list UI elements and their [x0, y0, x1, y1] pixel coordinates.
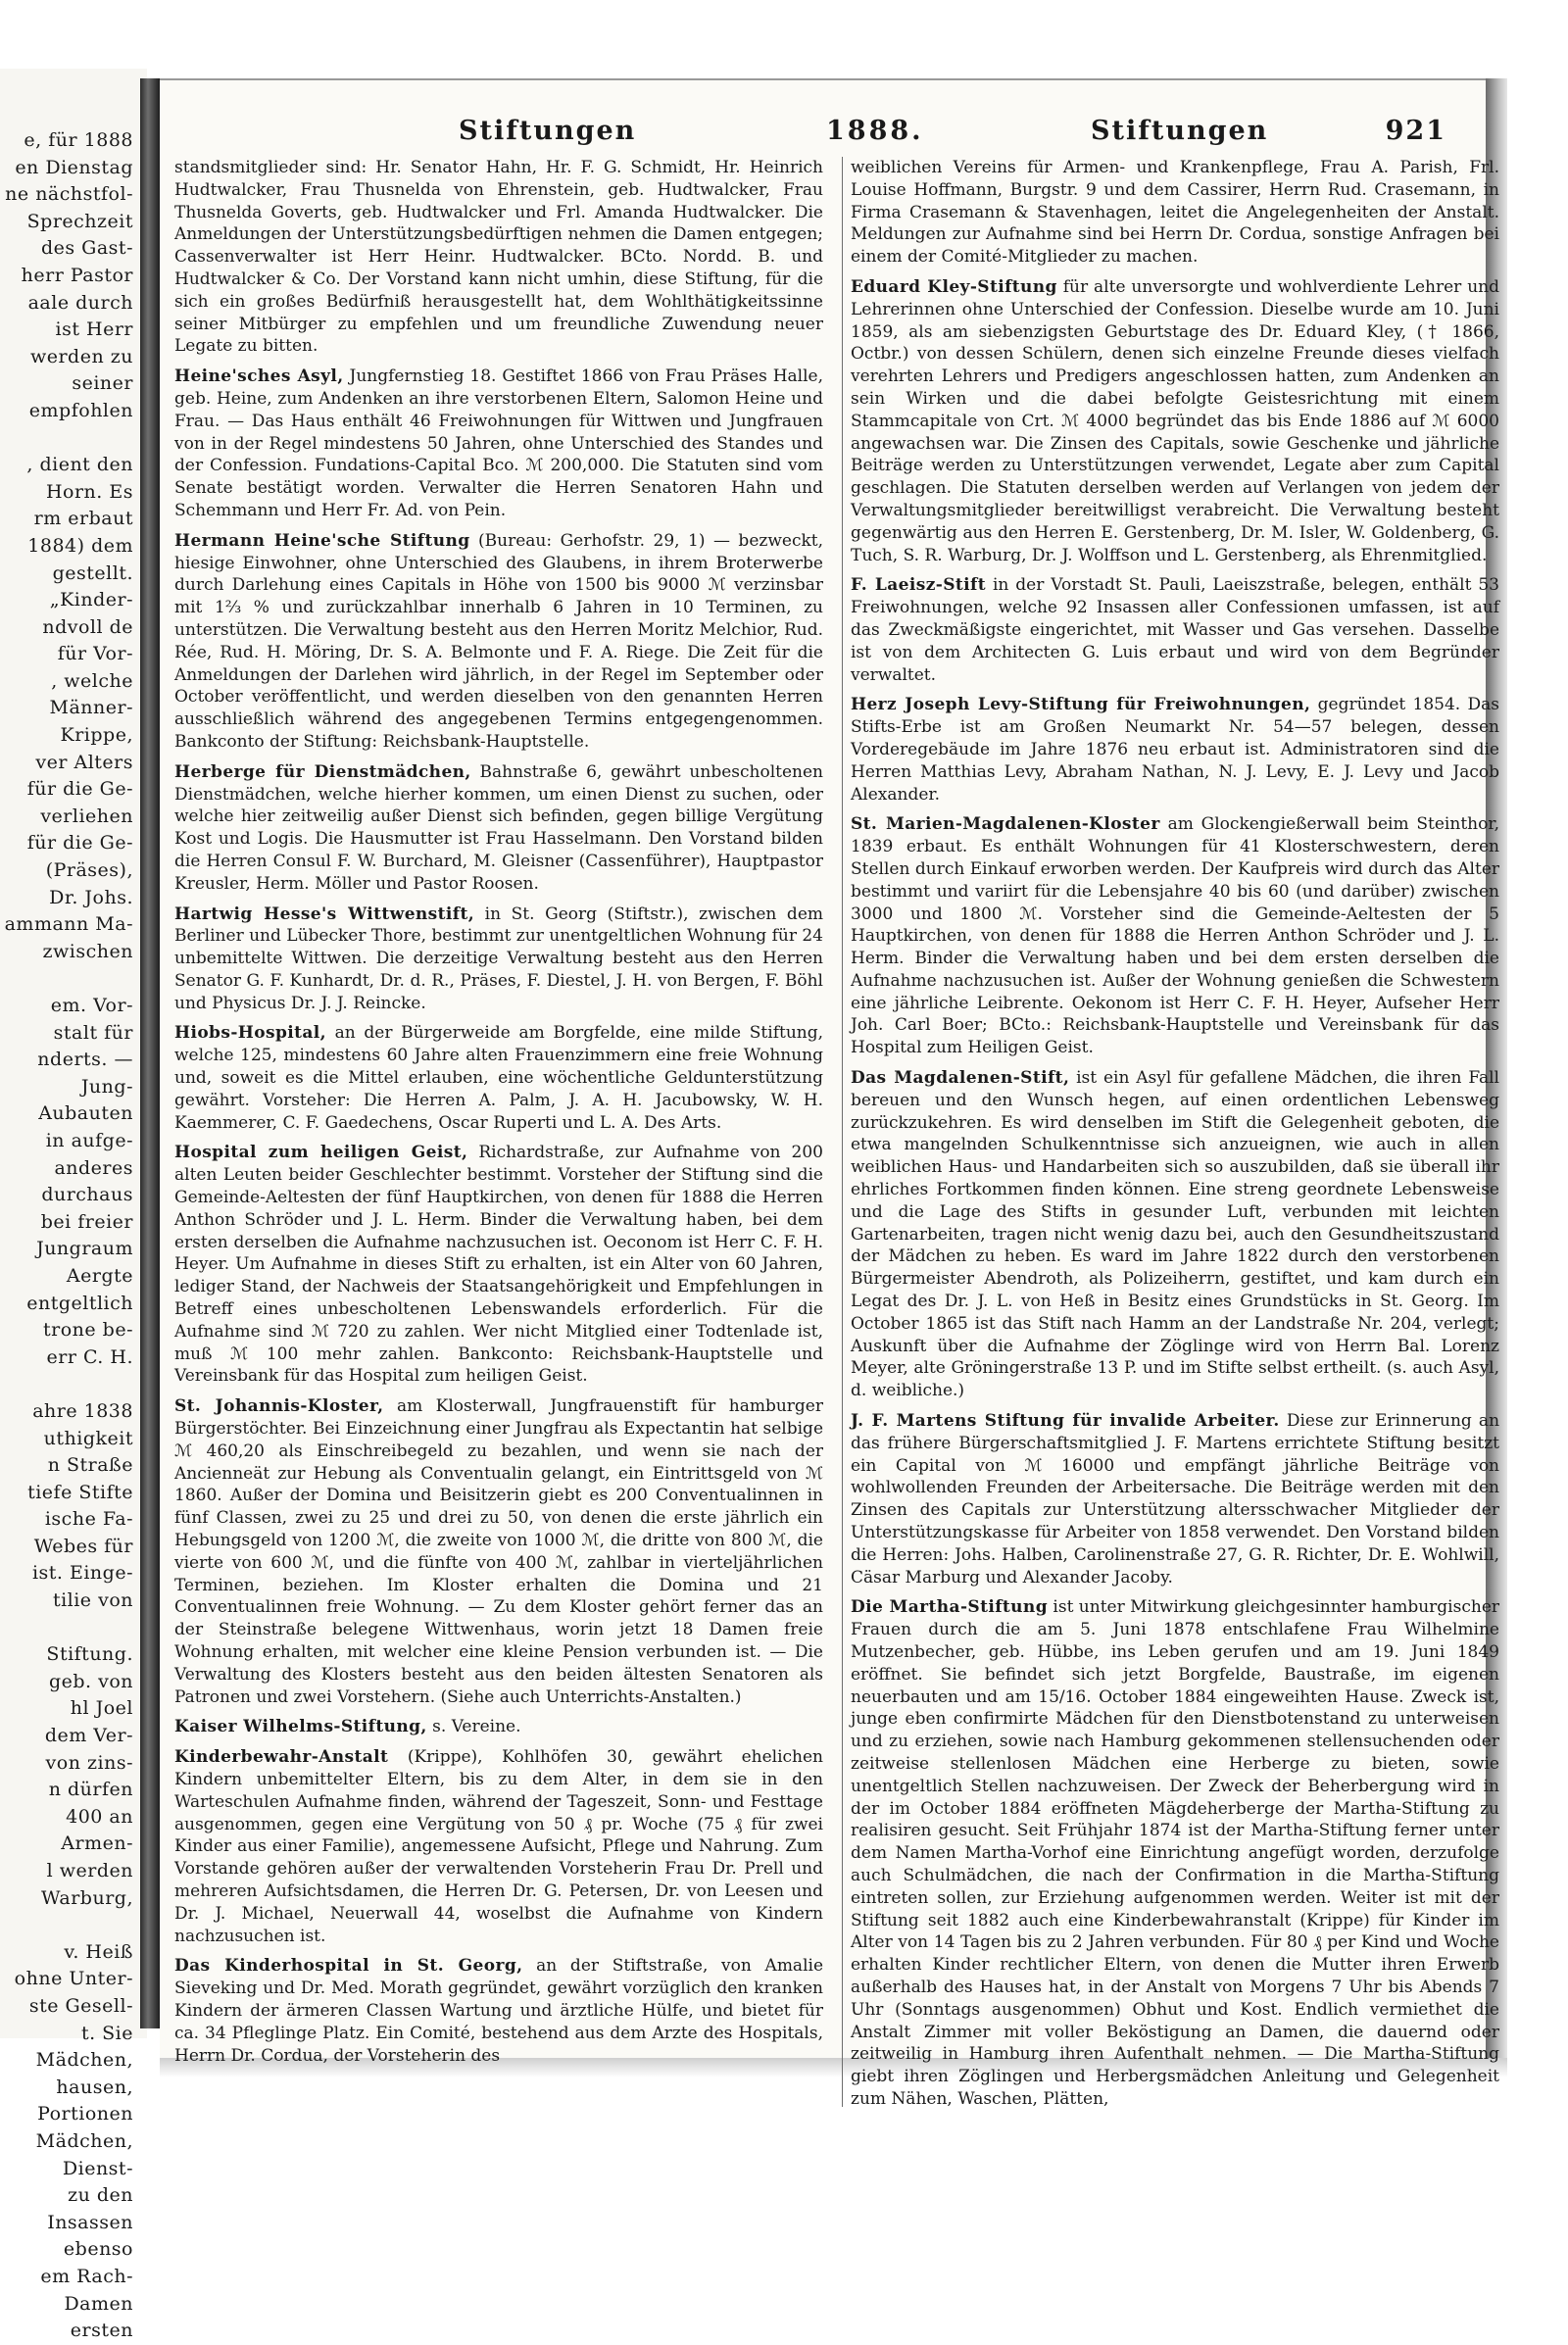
- entry-heading: Die Martha-Stiftung: [851, 1597, 1048, 1618]
- page-number: 921: [1385, 116, 1446, 146]
- fragment-line: tiefe Stifte: [27, 1481, 133, 1503]
- facing-page-fragment: [0, 69, 147, 2342]
- fragment-line: [0, 1912, 137, 1939]
- fragment-line: ist. Einge-: [31, 1562, 133, 1585]
- entry-heading: Hartwig Hesse's Wittwenstift,: [174, 904, 475, 924]
- right-column: [851, 157, 1499, 2119]
- fragment-line: stalt für: [53, 1021, 133, 1044]
- foundation-entry: [174, 904, 823, 1015]
- entry-heading: Kaiser Wilhelms-Stiftung,: [174, 1717, 427, 1737]
- fragment-line: ver Alters: [35, 751, 133, 773]
- entry-text: Diese zur Erinnerung an das frühere Bürgerschaftsmitglied J. F. Martens errichtete Stiftung besitzt ein Capital von ℳ 16000 und empfängt jährliche Beiträge von wohlwollenden Freunden der Arbeitersache. Die Beiträge werden mit den Zinsen des Capitals zur Unterstützung altersschwacher Mitglieder der Unterstützungskasse für Arbeiter von 1858 verwendet. Den Vorstand bilden die Herren: Johs. Halben, Carolinenstraße 27, G. R. Richter, Dr. E. Wohlwill, Cäsar Marburg und Alexander Jacoby.: [851, 1411, 1500, 1588]
- entry-continuation: [174, 157, 823, 358]
- fragment-line: ohne Unter-: [14, 1968, 133, 1990]
- foundation-entry: [174, 1395, 823, 1708]
- fragment-line: Jung-: [80, 1075, 133, 1098]
- foundation-entry: [851, 1410, 1499, 1588]
- fragment-line: bei freier: [40, 1210, 133, 1233]
- running-header: [174, 116, 1468, 151]
- fragment-line: anderes: [54, 1156, 133, 1179]
- entry-heading: Heine'sches Asyl,: [174, 366, 344, 387]
- entry-text: Richardstraße, zur Aufnahme von 200 alten Leuten beider Geschlechter bestimmt. Vorsteher der Stiftung sind die Gemeinde-Aeltesten der fünf Hauptkirchen, von denen für 1888 die Herren Anthon Schröder und J. L. Herm. Binder die Verwaltung haben, bei dem ersten derselben die Aufnahme nachzusuchen ist. Oeconom ist Herr C. F. H. Heyer. Um Aufnahme in dieses Stift zu erhalten, ist ein Alter von 60 Jahren, lediger Stand, der Nachweis der Staatsangehörigkeit und Empfehlungen in Betreff eines unbescholtenen Lebenswandels erforderlich. Für die Aufnahme sind ℳ 720 zu zahlen. Wer nicht Mitglied einer Todtenlade ist, muß ℳ 100 mehr zahlen. Bankconto: Reichsbank-Hauptstelle und Vereinsbank für das Hospital zum heiligen Geist.: [174, 1143, 823, 1387]
- fragment-line: (Präses),: [45, 859, 133, 882]
- entry-text: (Krippe), Kohlhöfen 30, gewährt ehelichen Kindern unbemittelter Eltern, bis zu dem Alter, in dem sie in den Warteschulen Aufnahme finden, während der Tageszeit, Sonn- und Festtage ausgenommen, gegen eine Vergütung von 50 ₰ pr. Woche (75 ₰ für zwei Kinder aus einer Familie), angemessene Aufsicht, Pflege und Nahrung. Zum Vorstande gehören außer der verwaltenden Vorsteherin Frau Dr. Prell und mehreren Aufsichtsdamen, die Herren Dr. G. Petersen, Dr. von Leesen und Dr. J. Michael, Neuerwall 44, woselbst die Aufnahme von Kindern nachzusuchen ist.: [174, 1747, 824, 1946]
- fragment-line: aale durch: [27, 291, 133, 314]
- entry-text: an der Stiftstraße, von Amalie Sieveking und Dr. Med. Morath gegründet, gewährt vorzüglich den kranken Kindern der ärmeren Classen Wartung und ärztliche Hülfe, und bietet für ca. 34 Pfleglinge Platz. Ein Comité, bestehend aus dem Arzte des Hospitals, Herrn Dr. Cordua, der Vorsteherin des: [174, 1956, 824, 2066]
- fragment-line: ahre 1838: [32, 1399, 133, 1422]
- fragment-line: [0, 965, 137, 993]
- column-rule: [842, 157, 843, 2107]
- fragment-line: für die Ge-: [26, 778, 133, 801]
- entry-heading: Kinderbewahr-Anstalt: [174, 1747, 389, 1768]
- fragment-line: empfohlen: [28, 399, 133, 421]
- fragment-line: , dient den: [26, 454, 133, 476]
- fragment-line: ersten: [70, 2320, 133, 2342]
- fragment-line: v. Heiß: [64, 1940, 133, 1963]
- fragment-line: Aergte: [66, 1264, 133, 1287]
- entry-text: standsmitglieder sind: Hr. Senator Hahn, Hr. F. G. Schmidt, Hr. Heinrich Hudtwalcker, Frau Thusnelda von Ehrenstein, geb. Hudtwalcker, Frau Thusnelda Goverts, geb. Hudtwalcker und Frl. Amanda Hudtwalcker. Die Anmeldungen der Unterstützungsbedürftigen nehmen die Damen entgegen; Cassenverwalter ist Herr Heinr. Hudtwalcker. BCto. Nordd. B. und Hudtwalcker & Co. Der Vorstand kann nicht umhin, diese Stiftung, für die sich ein großes Bedürfniß herausgestellt hat, dem Wohlthätigkeitssinne seiner Mitbürger zu empfehlen und um freundliche Zuwendung neuer Legate zu bitten.: [174, 158, 823, 357]
- fragment-line: Jungraum: [36, 1238, 133, 1260]
- fragment-line: in aufge-: [45, 1129, 133, 1151]
- foundation-entry: [174, 1142, 823, 1388]
- entry-heading: J. F. Martens Stiftung für invalide Arbeiter.: [851, 1411, 1280, 1432]
- foundation-entry: [174, 1955, 823, 2067]
- entry-heading: Hospital zum heiligen Geist,: [174, 1143, 468, 1163]
- fragment-line: ebenso: [63, 2238, 133, 2261]
- fragment-line: tilie von: [52, 1589, 133, 1612]
- fragment-line: entgeltlich: [26, 1292, 133, 1314]
- fragment-line: ndvoll de: [42, 615, 133, 638]
- fragment-line: em Rach-: [40, 2265, 133, 2287]
- entry-text: in St. Georg (Stiftstr.), zwischen dem Berliner und Lübecker Thore, bestimmt zur unentgeltlichen Wohnung für 24 unbemittelte Wittwen. Die derzeitige Verwaltung besteht aus den Herren Senator G. F. Kunhardt, Dr. d. R., Präses, F. Diestel, J. H. von Bergen, F. Böhl und Physicus Dr. J. J. Reincke.: [174, 904, 823, 1013]
- fragment-line: rm erbaut: [33, 508, 133, 530]
- fragment-line: verliehen: [40, 805, 133, 827]
- entry-continuation: [851, 157, 1499, 269]
- fragment-line: , welche: [51, 669, 133, 692]
- fragment-line: dem Ver-: [44, 1725, 133, 1747]
- fragment-line: Damen: [64, 2292, 133, 2315]
- foundation-entry: [174, 761, 823, 896]
- foundation-entry: [851, 574, 1499, 686]
- book-gutter: [140, 78, 160, 2028]
- foundation-entry: [174, 1022, 823, 1134]
- fragment-line: uthigkeit: [43, 1427, 133, 1449]
- entry-text: Jungfernstieg 18. Gestiftet 1866 von Frau Präses Halle, geb. Heine, zum Andenken an ihre verstorbenen Eltern, Salomon Heine und Frau. — Das Haus enthält 46 Freiwohnungen für Wittwen und Jungfrauen von in der Regel mindestens 50 Jahren, ohne Unterschied des Standes und der Confession. Fundations-Capital Bco. ℳ 200,000. Die Statuten sind vom Senate bestätigt worden. Verwalter die Herren Senatoren Hahn und Schemmann und Herr Fr. Ad. von Pein.: [174, 366, 824, 520]
- entry-heading: Hermann Heine'sche Stiftung: [174, 530, 470, 551]
- entry-text: an der Bürgerweide am Borgfelde, eine milde Stiftung, welche 125, mindestens 60 Jahre alten Frauenzimmern eine freie Wohnung und, soweit es die Mittel erlauben, eine wöchentliche Geldunterstützung gewährt. Vorsteher: Die Herren A. Palm, J. A. H. Jacubowsky, W. H. Kaemmerer, C. F. Gaedechens, Oscar Ruperti und L. A. Des Arts.: [174, 1023, 823, 1133]
- entry-text: ist unter Mitwirkung gleichgesinnter hamburgischer Frauen durch die am 5. Juni 1878 entschlafene Frau Wilhelmine Mutzenbecher, geb. Hübbe, ins Leben gerufen und am 19. Juni 1849 eröffnet. Sie befindet sich jetzt Borgfelde, Baustraße, im eigenen neuerbauten und am 15/16. October 1884 eingeweihten Hause. Zweck ist, junge eben confirmirte Mädchen für den Dienstbotenstand zu unterweisen und zu erziehen, sowie nach Hamburg gekommenen stellensuchenden oder zeitweise stellenlosen Mädchen eine Herberge zu bieten, sowie unentgeltlich Stellen nachzuweisen. Der Zweck der Beherbergung wird in der im October 1884 eröffneten Mägdeherberge der Martha-Stiftung zu realisiren gesucht. Seit Frühjahr 1874 ist der Martha-Stiftung ferner unter dem Namen Martha-Vorhof eine Einrichtung angefügt worden, derzufolge auch Schulmädchen, die nach der Confirmation in die Martha-Stiftung eintreten sollen, zur Erziehung aufgenommen werden. Weiter ist mit der Stiftung seit 1882 auch eine Kinderbewahranstalt (Krippe) für Kinder im Alter von 14 Tagen bis zu 2 Jahren verbunden. Für 80 ₰ per Kind und Woche erhalten Kinder rechtlicher Eltern, von denen die Mutter ihren Erwerb außerhalb des Hauses hat, in der Anstalt von Morgens 7 Uhr bis Abends 7 Uhr (Sonntags ausgenommen) Obhut und Kost. Endlich vermiethet die Anstalt Zimmer mit voller Beköstigung an Damen, die dauernd oder zeitweilig in Hamburg ihren Aufenthalt nehmen. — Die Martha-Stiftung giebt ihren Zöglingen und Herbergsmädchen Anleitung und Gelegenheit zum Nähen, Waschen, Plätten,: [851, 1597, 1500, 2109]
- fragment-line: ne nächstfol-: [5, 183, 133, 206]
- entry-text: für alte unversorgte und wohlverdiente Lehrer und Lehrerinnen ohne Unterschied der Confession. Dieselbe wurde am 10. Juni 1859, als am siebenzigsten Geburtstage des Dr. Eduard Kley, († 1866, Octbr.) von dessen Schülern, denen sich einzelne Freunde dieses vielfach verehrten Lehrers und Predigers angeschlossen hatten, zum Andenken an sein Wirken und die dabei befolgte Geistesrichtung mit einem Stammcapitale von Crt. ℳ 4000 begründet das bis Ende 1886 auf ℳ 6000 angewachsen war. Die Zinsen des Capitals, sowie Geschenke und jährliche Beiträge werden zu Unterstützungen verwendet, Legate aber zum Capital geschlagen. Die Statuten derselben werden auf Verlangen von jedem der Verwaltungsmitglieder bereitwilligst verabreicht. Die Verwaltung besteht gegenwärtig aus den Herren E. Gerstenberg, Dr. M. Isler, W. Goldenberg, G. Tuch, S. R. Warburg, Dr. J. Wolffson und L. Gerstenberg, als Ehrenmitglied.: [851, 276, 1499, 565]
- fragment-line: Aubauten: [38, 1102, 133, 1125]
- fragment-line: Webes für: [33, 1535, 133, 1557]
- entry-heading: Das Magdalenen-Stift,: [851, 1068, 1070, 1089]
- fragment-line: ammann Ma-: [4, 913, 133, 936]
- fragment-line: geb. von: [48, 1670, 133, 1692]
- fragment-line: Stiftung.: [46, 1643, 133, 1666]
- entry-heading: Herberge für Dienstmädchen,: [174, 761, 471, 782]
- header-title-right: Stiftungen: [1091, 116, 1269, 146]
- fragment-line: ist Herr: [55, 318, 133, 341]
- fragment-line: Horn. Es: [45, 480, 133, 503]
- fragment-line: ische Fa-: [44, 1508, 133, 1531]
- fragment-line: Insassen: [47, 2211, 133, 2233]
- entry-text: weiblichen Vereins für Armen- und Krankenpflege, Frau A. Parish, Frl. Louise Hoffmann, Burgstr. 9 und dem Cassirer, Herrn Rud. Crasemann, in Firma Crasemann & Stavenhagen, leitet die Angelegenheiten der Anstalt. Meldungen zur Aufnahme sind bei Herrn Dr. Cordua, sonstige Anfragen bei einem der Comité-Mitglieder zu machen.: [851, 158, 1499, 268]
- fragment-line: Dienst-: [62, 2157, 133, 2179]
- fragment-line: nderts. —: [37, 1049, 133, 1071]
- fragment-line: von zins-: [45, 1751, 133, 1774]
- fragment-line: [0, 1615, 137, 1642]
- fragment-line: em. Vor-: [50, 995, 133, 1016]
- fragment-line: Armen-: [61, 1832, 133, 1855]
- fragment-line: werden zu: [29, 345, 133, 367]
- entry-heading: Eduard Kley-Stiftung: [851, 276, 1057, 297]
- fragment-line: n Straße: [47, 1454, 133, 1477]
- fragment-line: en Dienstag: [15, 156, 133, 178]
- entry-text: in der Vorstadt St. Pauli, Laeiszstraße, belegen, enthält 53 Freiwohnungen, welche 92 Insassen aller Confessionen umfassen, ist auf das Zweckmäßigste eingerichtet, mit Wasser und Gas versehen. Dasselbe ist von dem Architecten G. Luis erbaut und wird von dem Begründer verwaltet.: [851, 575, 1499, 685]
- entry-heading: St. Johannis-Kloster,: [174, 1396, 384, 1417]
- entry-text: ist ein Asyl für gefallene Mädchen, die ihren Fall bereuen und den Wunsch hegen, auf einen ordentlichen Lebensweg zurückzukehren. Es wird denselben im Stift die Gelegenheit geboten, die etwa mangelnden Schulkenntnisse sich anzueignen, wie auch in allen weiblichen Haus- und Handarbeiten sich so auszubilden, daß sie überall ihr ehrliches Fortkommen finden können. Eine streng geordnete Lebensweise und die Lage des Stifts in gesunder Luft, verbunden mit leichten Gartenarbeiten, tragen nicht wenig dazu bei, auch den Gesundheitszustand der Mädchen zu heben. Es ward im Jahre 1822 durch den verstorbenen Bürgermeister Abendroth, als Polizeiherrn, gestiftet, und kam durch ein Legat des Dr. J. L. von Heß in Besitz eines Grundstücks in St. Georg. Im October 1865 ist das Stift nach Hamm an der Landstraße Nr. 204, verlegt; Auskunft über die Aufnahme der Zöglinge wird von Herrn Bal. Lorenz Meyer, alte Gröningerstraße 13 P. und im Stifte selbst ertheilt. (s. auch Asyl, d. weibliche.): [851, 1068, 1499, 1401]
- fragment-line: [0, 1371, 137, 1398]
- foundation-entry: [851, 1596, 1499, 2110]
- header-title-left: Stiftungen: [459, 116, 637, 146]
- fragment-line: für die Ge-: [26, 832, 133, 855]
- entry-heading: Das Kinderhospital in St. Georg,: [174, 1956, 523, 1977]
- fragment-line: 400 an: [66, 1805, 133, 1828]
- entry-text: gegründet 1854. Das Stifts-Erbe ist am Großen Neumarkt Nr. 54—57 belegen, dessen Vorderegebäude im Jahre 1876 neu erbaut ist. Administratoren sind die Herren Matthias Levy, Abraham Nathan, N. J. Levy, E. J. Levy und Jacob Alexander.: [851, 695, 1499, 805]
- entry-text: Bahnstraße 6, gewährt unbescholtenen Dienstmädchen, welche hierher kommen, um einen Dienst zu suchen, oder welche hier zeitweilig außer Dienst sich befinden, gegen billige Vergütung Kost und Logis. Die Hausmutter ist Frau Hasselmann. Den Vorstand bilden die Herren Consul F. W. Burchard, M. Gleisner (Cassenführer), Hauptpastor Kreusler, Herm. Möller und Pastor Roosen.: [174, 761, 823, 894]
- entry-text: am Glockengießerwall beim Steinthor, 1839 erbaut. Es enthält Wohnungen für 41 Klosterschwestern, deren Stellen durch Einkauf erworben werden. Der Kaufpreis wird durch das Alter bestimmt und variirt für die Lebensjahre 40 bis 60 (und darüber) zwischen 3000 und 1800 ℳ. Vorsteher sind die Gemeinde-Aeltesten der 5 Hauptkirchen, von denen für 1888 die Herren Anthon Schröder und J. L. Herm. Binder die Verwaltung haben und bei dem ersten derselben die Aufnahme nachzusuchen ist. Außer der Wohnung genießen die Schwestern eine jährliche Leibrente. Oekonom ist Herr C. F. H. Heyer, Aufseher Herr Joh. Carl Boer; BCto.: Reichsbank-Hauptstelle und Vereinsbank für das Hospital zum Heiligen Geist.: [851, 814, 1499, 1058]
- entry-text: am Klosterwall, Jungfrauenstift für hamburger Bürgerstöchter. Bei Einzeichnung einer Jungfrau als Expectantin hat selbige ℳ 460,20 als Einschreibegeld zu bezahlen, und wenn sie nach der Ancienneät zur Hebung als Conventualin gelangt, ein Eintrittsgeld von ℳ 1860. Außer der Domina und Beisitzerin giebt es 200 Conventualinnen in fünf Classen, zwei zu 25 und drei zu 50, von denen die erste jährlich ein Hebungsgeld von 1200 ℳ, die zweite von 1000 ℳ, die dritte von 800 ℳ, die vierte von 600 ℳ, und die fünfte von 400 ℳ, zahlbar in vierteljährlichen Terminen, beziehen. Im Kloster erhalten die Domina und 21 Conventualinnen freie Wohnung. — Zu dem Kloster gehört ferner das an der Steinstraße belegene Wittwenhaus, worin jetzt 18 Damen freie Wohnung erhalten, mit welcher eine kleine Pension verbunden ist. — Die Verwaltung des Klosters besteht aus den beiden ältesten Senatoren als Patronen und zwei Vorstehern. (Siehe auch Unterrichts-Anstalten.): [174, 1396, 823, 1707]
- fragment-line: zwischen: [42, 940, 133, 962]
- fragment-line: n dürfen: [48, 1779, 133, 1801]
- fragment-line: ste Gesell-: [28, 1994, 133, 2017]
- fragment-line: trone be-: [42, 1319, 133, 1342]
- fragment-line: hl Joel: [70, 1697, 133, 1720]
- foundation-entry: [174, 1746, 823, 1947]
- fragment-line: t. Sie: [80, 2022, 133, 2044]
- foundation-entry: [851, 276, 1499, 566]
- fragment-line: Portionen: [37, 2103, 133, 2125]
- fragment-line: 1884) dem: [27, 534, 133, 557]
- fragment-line: Männer-: [49, 697, 133, 719]
- foundation-entry: [851, 813, 1499, 1059]
- fragment-line: [0, 425, 137, 453]
- foundation-entry: [174, 530, 823, 754]
- entry-text: s. Vereine.: [432, 1717, 521, 1737]
- fragment-line: zu den: [68, 2184, 133, 2207]
- fragment-line: seiner: [72, 372, 133, 395]
- foundation-entry: [174, 366, 823, 522]
- fragment-line: „Kinder-: [49, 589, 133, 611]
- fragment-line: Dr. Johs.: [49, 886, 133, 908]
- fragment-line: Mädchen,: [35, 2049, 133, 2072]
- foundation-entry: [851, 694, 1499, 806]
- fragment-line: des Gast-: [40, 237, 133, 260]
- entry-text: (Bureau: Gerhofstr. 29, 1) — bezweckt, hiesige Einwohner, ohne Unterschied des Glaubens, in ihrem Broterwerbe durch Darlehung eines Capitals in Höhe von 1500 bis 9000 ℳ verzinsbar mit 1⅔ % und zurückzahlbar innerhalb 6 Jahren in 10 Terminen, zu unterstützen. Die Verwaltung besteht aus den Herren Moritz Melchior, Rud. Rée, Rud. H. Möring, Dr. S. A. Belmonte und F. A. Riege. Die Zeit für die Anmeldungen der Darlehen wird jährlich, in der Regel im September oder October veröffentlicht, und werden dieselben von den genannten Herren ausschließlich während des angegebenen Termins entgegengenommen. Bankconto der Stiftung: Reichsbank-Hauptstelle.: [174, 530, 824, 752]
- entry-heading: F. Laeisz-Stift: [851, 575, 986, 596]
- left-column: [174, 157, 823, 2075]
- fragment-line: Krippe,: [60, 724, 133, 747]
- fragment-line: hausen,: [56, 2076, 133, 2098]
- foundation-entry: [174, 1716, 823, 1738]
- fragment-line: für Vor-: [57, 643, 133, 665]
- fragment-line: l werden: [46, 1860, 133, 1881]
- foundation-entry: [851, 1067, 1499, 1402]
- entry-heading: St. Marien-Magdalenen-Kloster: [851, 814, 1160, 835]
- entry-heading: Hiobs-Hospital,: [174, 1023, 326, 1044]
- fragment-line: herr Pastor: [21, 264, 133, 286]
- fragment-line: gestellt.: [52, 562, 133, 584]
- fragment-line: e, für 1888: [24, 129, 133, 151]
- fragment-line: durchaus: [41, 1184, 133, 1206]
- fragment-line: Sprechzeit: [26, 210, 133, 232]
- header-year: 1888.: [826, 116, 924, 146]
- entry-heading: Herz Joseph Levy-Stiftung für Freiwohnungen,: [851, 695, 1311, 715]
- fragment-line: Warburg,: [41, 1886, 133, 1909]
- facing-page-lines: [0, 127, 137, 2345]
- fragment-line: Mädchen,: [35, 2129, 133, 2152]
- fragment-line: err C. H.: [46, 1345, 133, 1368]
